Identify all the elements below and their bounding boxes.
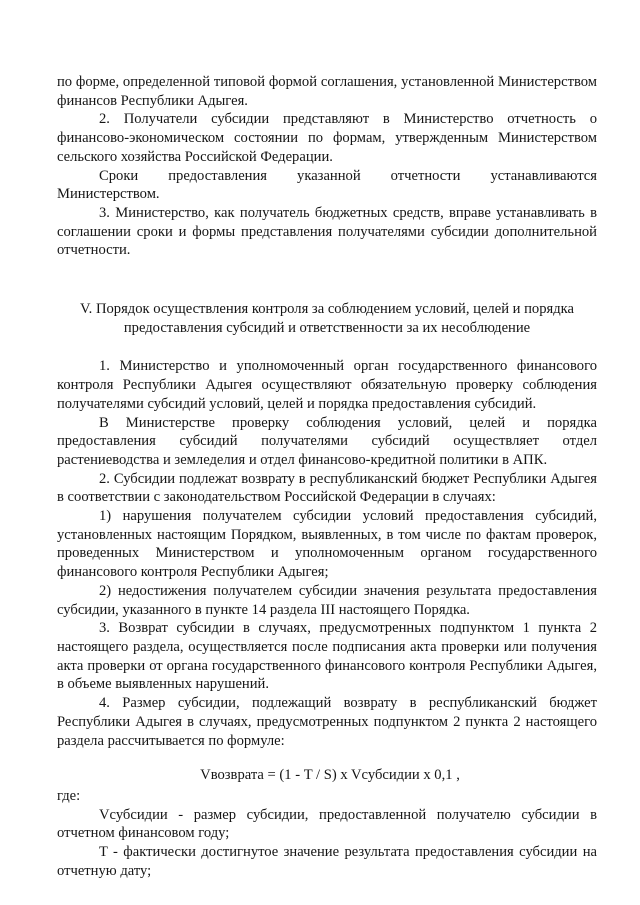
formula-where-label: где: xyxy=(57,787,81,804)
paragraph-control-check: 1. Министерство и уполномоченный орган государственного финансового контроля Республики Адыгея осуществляют обязательную проверку соблюдения получателями субсидий условий, целей и порядка предоставления субсидий. xyxy=(57,358,597,412)
section-heading-line2: предоставления субсидий и ответственности за их несоблюдение xyxy=(123,319,531,336)
paragraph-reporting-recipients: 2. Получатели субсидии представляют в Министерство отчетность о финансово-экономическом состоянии по формам, утвержденным Министерством сельского хозяйства Российской Федерации. xyxy=(57,111,597,165)
paragraph-refund-procedure: 3. Возврат субсидии в случаях, предусмотренных подпунктом 1 пункта 2 настоящего раздела, осуществляется после подписания акта проверки или получения акта проверки от органа государственного финансового контроля Республики Адыгея, в объеме выявленных нарушений. xyxy=(57,620,597,693)
paragraph-refund-amount: 4. Размер субсидии, подлежащий возврату в республиканский бюджет Республики Адыгея в случаях, предусмотренных подпунктом 2 пункта 2 настоящего раздела рассчитывается по формуле: xyxy=(57,695,597,749)
paragraph-case-violation: 1) нарушения получателем субсидии условий предоставления субсидий, установленных настоящим Порядком, выявленных, в том числе по фактам проверок, проведенных Министерством и уполномоченным органом государственного финансового контроля Республики Адыгея; xyxy=(57,508,597,581)
paragraph-reporting-deadlines: Сроки предоставления указанной отчетности устанавливаются Министерством. xyxy=(57,167,597,203)
section-heading xyxy=(57,300,597,337)
formula-term-result: T - фактически достигнутое значение результата предоставления субсидии на отчетную дату; xyxy=(57,844,597,879)
paragraph-refund-cases: 2. Субсидии подлежат возврату в республиканский бюджет Республики Адыгея в соответствии с законодательством Российской Федерации в случаях: xyxy=(57,470,597,506)
paragraph-continuation: по форме, определенной типовой формой соглашения, установленной Министерством финансов Республики Адыгея. xyxy=(57,74,597,109)
paragraph-additional-reporting: 3. Министерство, как получатель бюджетных средств, вправе устанавливать в соглашении сроки и формы представления получателями субсидии дополнительной отчетности. xyxy=(57,204,597,259)
refund-formula: Vвозврата = (1 - T / S) x Vсубсидии x 0,1 , xyxy=(200,767,460,784)
document-body xyxy=(57,73,597,880)
paragraph-ministry-departments: В Министерстве проверку соблюдения условий, целей и порядка предоставления субсидий получателями субсидий осуществляет отдел растениеводства и земледелия и отдел финансово-кредитной политики в АПК. xyxy=(57,414,597,468)
paragraph-case-nonachievement: 2) недостижения получателем субсидии значения результата предоставления субсидии, указанного в пункте 14 раздела III настоящего Порядка. xyxy=(57,582,597,618)
formula-term-subsidy: Vсубсидии - размер субсидии, предоставленной получателю субсидии в отчетном финансовом году; xyxy=(57,806,597,842)
section-heading-line1: V. Порядок осуществления контроля за соблюдением условий, целей и порядка xyxy=(80,301,574,318)
